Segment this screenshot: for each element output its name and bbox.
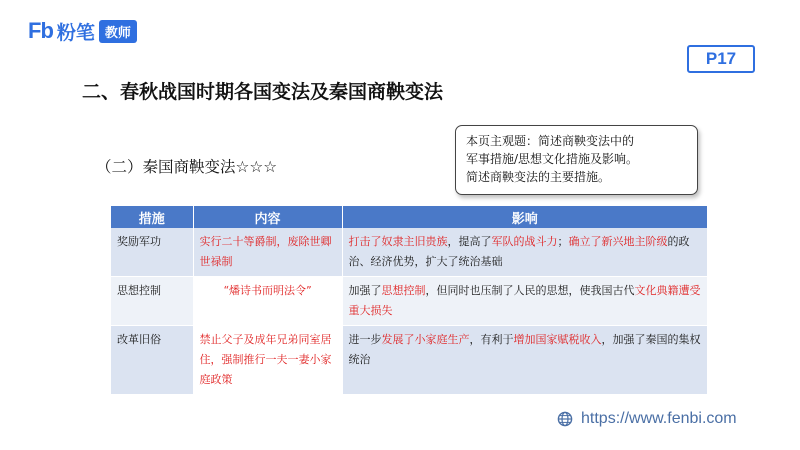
footer-url[interactable]: https://www.fenbi.com: [581, 410, 737, 427]
impact-segment: 军队的战斗力: [491, 235, 558, 248]
footer: [557, 410, 737, 428]
impact-segment: 的政治、经济优势，扩大了统治基础: [348, 235, 690, 268]
callout-box: [455, 125, 698, 195]
cell-impact: [342, 277, 707, 326]
header-content: 内容: [193, 206, 342, 228]
impact-segment: 文化典籍遭受重大损失: [348, 284, 701, 317]
cell-impact: [342, 326, 707, 395]
header-measure: 措施: [111, 206, 193, 228]
table-header-row: [111, 206, 707, 228]
brand-logo: [28, 18, 137, 44]
subtitle: （二）秦国商鞅变法☆☆☆: [96, 158, 278, 176]
table-row: [111, 277, 707, 326]
impact-segment: 确立了新兴地主阶级: [568, 235, 668, 248]
section-title: 二、春秋战国时期各国变法及秦国商鞅变法: [82, 81, 444, 103]
brand-tag: 教师: [99, 20, 137, 43]
cell-measure: 思想控制: [111, 277, 193, 326]
impact-segment: 增加国家赋税收入: [513, 333, 602, 346]
callout-line-3: 简述商鞅变法的主要措施。: [466, 170, 611, 184]
page-number-badge: P17: [687, 45, 755, 73]
cell-content: “燔诗书而明法令”: [193, 277, 342, 326]
table-row: [111, 326, 707, 395]
cell-measure: 奖励军功: [111, 228, 193, 277]
callout-line-2: 军事措施/思想文化措施及影响。: [466, 152, 639, 166]
table-row: [111, 228, 707, 277]
impact-segment: ，有利于: [469, 333, 514, 346]
globe-icon: [557, 411, 573, 427]
header-impact: 影响: [342, 206, 707, 228]
measures-table: [111, 206, 708, 395]
brand-logo-mark: Fb: [28, 18, 53, 43]
cell-content: 实行二十等爵制，废除世卿世禄制: [193, 228, 342, 277]
cell-measure: 改革旧俗: [111, 326, 193, 395]
impact-segment: 发展了小家庭生产: [381, 333, 470, 346]
impact-segment: ，提高了: [447, 235, 492, 248]
brand-name: 粉笔: [56, 21, 95, 44]
impact-segment: ；: [557, 235, 569, 248]
impact-segment: 思想控制: [381, 284, 426, 297]
impact-segment: 进一步: [348, 333, 382, 346]
impact-segment: ，加强了秦国的集权统治: [348, 333, 701, 366]
impact-segment: 加强了: [348, 284, 382, 297]
impact-segment: 打击了奴隶主旧贵族: [348, 235, 448, 248]
callout-line-1: 本页主观题：简述商鞅变法中的: [466, 134, 635, 148]
cell-impact: [342, 228, 707, 277]
cell-content: 禁止父子及成年兄弟同室居住，强制推行一夫一妻小家庭政策: [193, 326, 342, 395]
impact-segment: ，但同时也压制了人民的思想，使我国古代: [425, 284, 635, 297]
